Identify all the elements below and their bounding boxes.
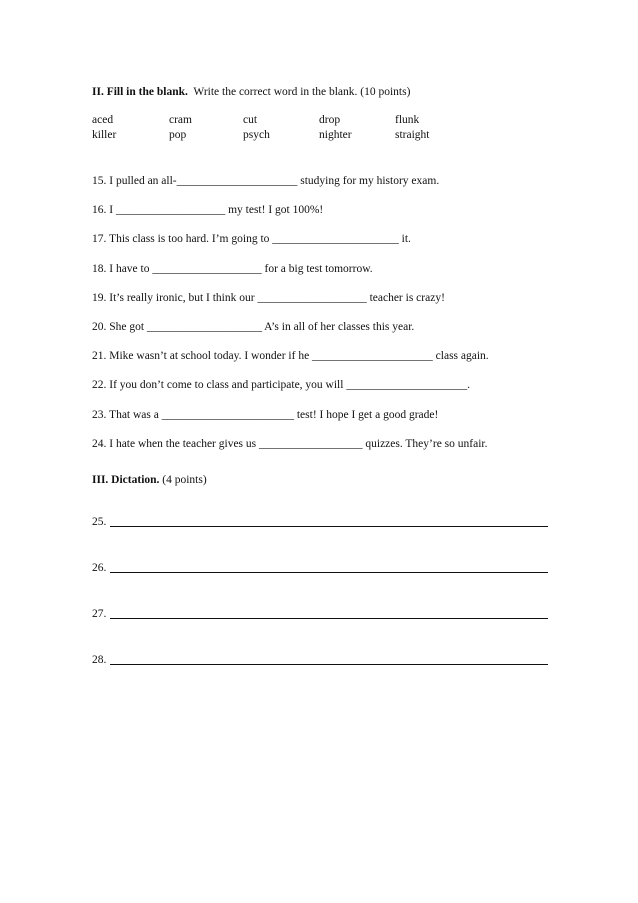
word-bank-word: aced (92, 114, 114, 126)
word-bank-word: flunk (395, 114, 420, 126)
word-bank-word: psych (243, 129, 270, 141)
question-20: 20. She got ____________________ A’s in all of her classes this year. (92, 320, 415, 333)
word-bank-word: drop (319, 114, 341, 126)
answer-line (110, 526, 548, 527)
dictation-line-28 (92, 653, 548, 699)
dictation-lines (92, 515, 548, 699)
question-16: 16. I ___________________ my test! I got 100%! (92, 204, 324, 217)
word-bank-word: nighter (319, 129, 352, 141)
answer-line (110, 572, 548, 573)
question-23: 23. That was a _______________________ test! I hope I get a good grade! (92, 408, 439, 421)
dictation-number: 26. (92, 562, 107, 574)
section-3-heading (92, 474, 207, 486)
word-bank-word: killer (92, 129, 117, 141)
section-2-heading (92, 86, 410, 98)
question-21: 21. Mike wasn’t at school today. I wonder if he _____________________ class again. (92, 350, 489, 363)
question-15: 15. I pulled an all-_____________________ studying for my history exam. (92, 175, 440, 187)
question-24: 24. I hate when the teacher gives us __________________ quizzes. They’re so unfair. (92, 437, 488, 450)
word-bank-word: cut (243, 114, 258, 126)
dictation-line-27 (92, 607, 548, 653)
dictation-number: 27. (92, 608, 107, 620)
dictation-number: 28. (92, 654, 107, 666)
dictation-line-25 (92, 515, 548, 561)
word-bank-row (92, 129, 552, 144)
question-19: 19. It’s really ironic, but I think our ___________________ teacher is crazy! (92, 291, 445, 304)
question-17: 17. This class is too hard. I’m going to ______________________ it. (92, 233, 411, 246)
word-bank-word: straight (395, 129, 430, 141)
fill-in-items (92, 174, 562, 466)
section-3-points: (4 points) (162, 474, 207, 486)
answer-line (110, 618, 548, 619)
dictation-line-26 (92, 561, 548, 607)
word-bank (92, 114, 552, 144)
word-bank-row (92, 114, 552, 129)
question-18: 18. I have to ___________________ for a big test tomorrow. (92, 262, 373, 275)
word-bank-word: cram (169, 114, 192, 126)
dictation-number: 25. (92, 516, 107, 528)
answer-line (110, 664, 548, 665)
question-22: 22. If you don’t come to class and participate, you will _____________________. (92, 379, 470, 392)
word-bank-word: pop (169, 129, 187, 141)
section-3-title: III. Dictation. (92, 474, 160, 486)
section-2-title: II. Fill in the blank. (92, 86, 188, 98)
section-2-instructions: Write the correct word in the blank. (10 points) (193, 86, 411, 98)
